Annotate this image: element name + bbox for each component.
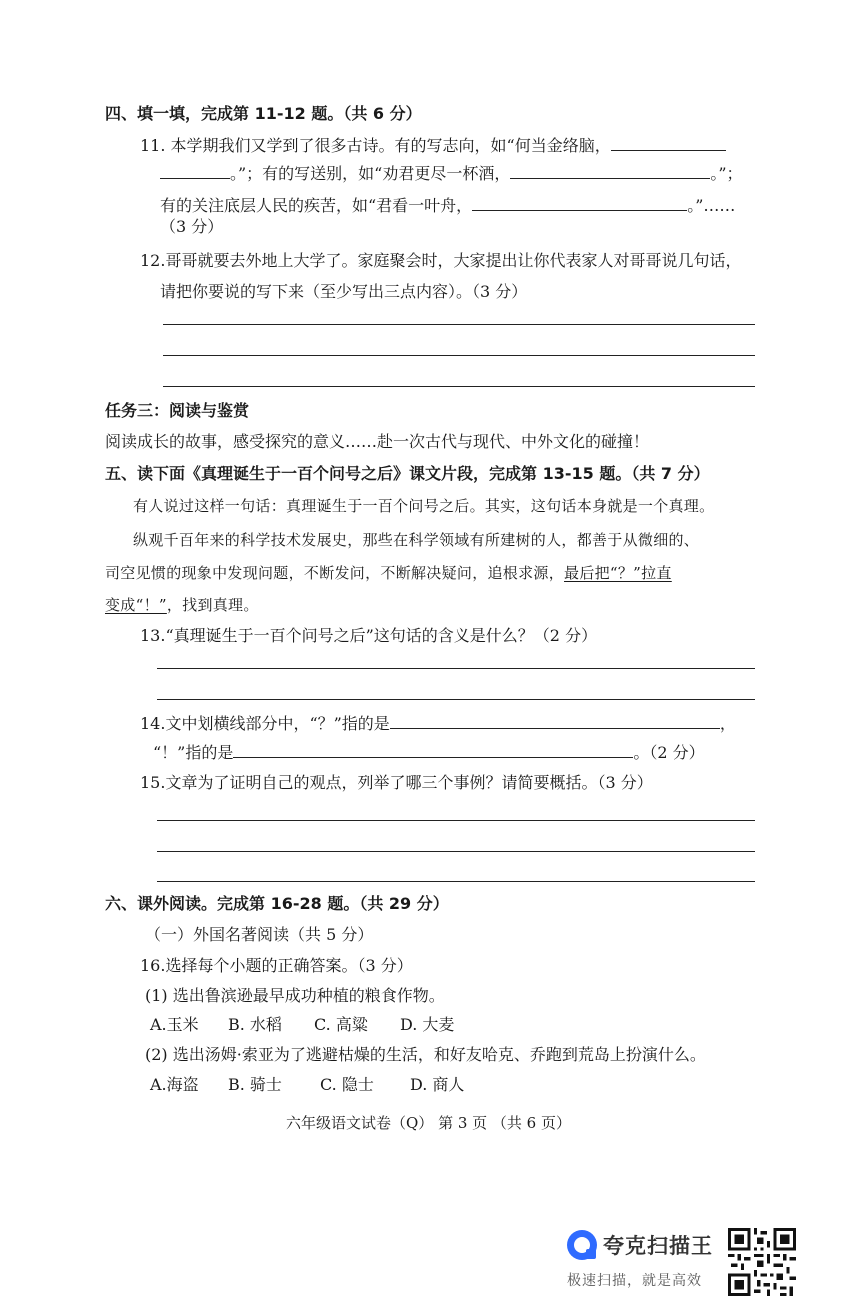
q14-line1: [140, 712, 736, 735]
option-c[interactable]: C. 高粱: [314, 1015, 368, 1034]
answer-line[interactable]: [163, 386, 755, 387]
answer-line[interactable]: [163, 324, 755, 325]
answer-line[interactable]: [157, 881, 755, 882]
qr-code-icon: [728, 1228, 796, 1296]
q11-text1: 11. 本学期我们又学到了很多古诗。有的写志向，如“何当金络脑，: [140, 136, 611, 155]
q11-line3: [160, 194, 735, 217]
answer-line[interactable]: [157, 820, 755, 821]
answer-line[interactable]: [157, 699, 755, 700]
section6-heading: 六、课外阅读。完成第 16-28 题。（共 29 分）: [105, 894, 449, 913]
q16-1-stem: (1) 选出鲁滨逊最早成功种植的粮食作物。: [145, 986, 445, 1005]
subsection-1: （一）外国名著阅读（共 5 分）: [145, 925, 374, 944]
underlined-text: 最后把“？”拉直: [564, 564, 672, 582]
answer-blank[interactable]: [390, 712, 720, 729]
passage-text: ，找到真理。: [166, 596, 259, 614]
answer-line[interactable]: [157, 668, 755, 669]
answer-blank[interactable]: [611, 134, 726, 151]
section5-heading: 五、读下面《真理诞生于一百个问号之后》课文片段，完成第 13-15 题。（共 7 分）: [105, 464, 710, 483]
q11-text2-close: 。”；: [710, 164, 743, 183]
q16-text: 16.选择每个小题的正确答案。（3 分）: [140, 956, 413, 975]
answer-blank[interactable]: [160, 162, 230, 179]
task3-heading: 任务三：阅读与鉴赏: [105, 401, 250, 420]
section4-heading: 四、填一填，完成第 11-12 题。（共 6 分）: [105, 104, 422, 123]
q11-line1: [140, 134, 726, 157]
option-b[interactable]: B. 水稻: [228, 1015, 282, 1034]
q12-line2: 请把你要说的写下来（至少写出三点内容）。（3 分）: [160, 282, 528, 301]
passage-p2a: 纵观千百年来的科学技术发展史，那些在科学领域有所建树的人，都善于从微细的、: [133, 531, 700, 549]
q12-line1: 12.哥哥就要去外地上大学了。家庭聚会时，大家提出让你代表家人对哥哥说几句话，: [140, 251, 742, 270]
option-b[interactable]: B. 骑士: [228, 1075, 282, 1094]
passage-p2b: [105, 562, 672, 584]
q14-text1: 14.文中划横线部分中，“？”指的是: [140, 714, 390, 733]
q14-text2-end: 。（2 分）: [633, 743, 705, 762]
q13-text: 13.“真理诞生于一百个问号之后”这句话的含义是什么？（2 分）: [140, 626, 598, 645]
answer-blank[interactable]: [233, 741, 633, 758]
q14-text1-end: ，: [719, 714, 736, 733]
option-d[interactable]: D. 大麦: [400, 1015, 455, 1034]
q11-text2: 。”；有的写送别，如“劝君更尽一杯酒，: [230, 164, 511, 183]
q16-2-stem: (2) 选出汤姆·索亚为了逃避枯燥的生活，和好友哈克、乔跑到荒岛上扮演什么。: [145, 1045, 706, 1064]
task3-intro: 阅读成长的故事，感受探究的意义……赴一次古代与现代、中外文化的碰撞！: [105, 432, 650, 451]
answer-line[interactable]: [163, 355, 755, 356]
quark-logo-icon: [565, 1228, 599, 1262]
q14-text2: “！”指的是: [153, 743, 234, 762]
option-a[interactable]: A.玉米: [150, 1015, 199, 1034]
answer-blank[interactable]: [472, 194, 687, 211]
watermark-name: 夸克扫描王: [603, 1234, 713, 1258]
q15-text: 15.文章为了证明自己的观点，列举了哪三个事例？请简要概括。（3 分）: [140, 773, 653, 792]
q11-score: （3 分）: [160, 217, 224, 236]
passage-text: 司空见惯的现象中发现问题，不断发问，不断解决疑问，追根求源，: [105, 564, 565, 582]
watermark-slogan: 极速扫描，就是高效: [567, 1273, 702, 1289]
q11-line2: [160, 162, 743, 185]
option-d[interactable]: D. 商人: [410, 1075, 465, 1094]
option-a[interactable]: A.海盗: [150, 1075, 199, 1094]
underlined-text: 变成“！”: [105, 596, 167, 614]
option-c[interactable]: C. 隐士: [320, 1075, 374, 1094]
page-footer: 六年级语文试卷（Q） 第 3 页 （共 6 页）: [286, 1114, 571, 1132]
q14-line2: [153, 741, 705, 764]
q11-text3-end: 。”……: [687, 196, 736, 215]
q11-text3: 有的关注底层人民的疾苦，如“君看一叶舟，: [160, 196, 473, 215]
answer-blank[interactable]: [510, 162, 710, 179]
answer-line[interactable]: [157, 851, 755, 852]
passage-p2c: [105, 594, 259, 616]
passage-p1: 有人说过这样一句话：真理诞生于一百个问号之后。其实，这句话本身就是一个真理。: [133, 497, 715, 515]
scanner-watermark: [565, 1226, 725, 1296]
